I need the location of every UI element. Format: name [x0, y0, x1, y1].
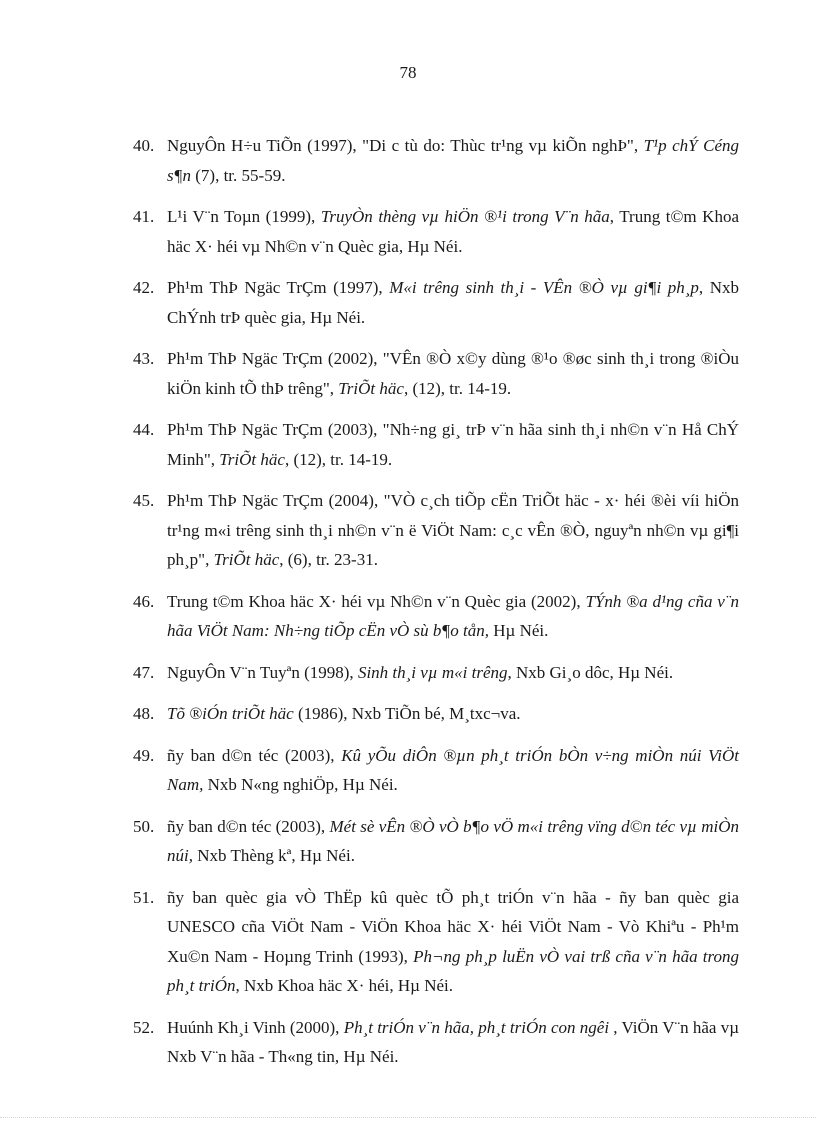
reference-item	[133, 658, 739, 688]
reference-segment: Ph¹m ThÞ Ngäc TrÇm (2002), "VÊn ®Ò x©y dùng ®¹o ®øc sinh th¸i trong ®iÒu kiÖn kinh tÕ thÞ trêng",	[167, 349, 739, 398]
reference-number: 49.	[133, 745, 155, 765]
reference-italic-title: TriÕt häc	[213, 550, 280, 569]
reference-segment: NguyÔn V¨n Tuyªn (1998),	[167, 662, 358, 682]
reference-number: 48.	[133, 704, 155, 723]
reference-italic-title: TruyÒn thèng vµ hiÖn ®¹i trong V¨n hãa	[320, 207, 610, 226]
reference-segment: Ph¹m ThÞ Ngäc TrÇm (2004), "VÒ c¸ch tiÕp cËn TriÕt häc - x· héi ®èi víi hiÖn tr¹ng m«i trêng sinh th¸i nh©n v¨n ë ViÖt Nam: c¸c vÊn ®Ò, nguyªn nh©n vµ gi¶i ph¸p",	[167, 491, 739, 569]
reference-number: 43.	[133, 349, 155, 368]
reference-segment: Hµ Néi.	[489, 621, 549, 640]
reference-item	[133, 883, 739, 1001]
reference-segment: , (12), tr. 14-19.	[403, 378, 512, 398]
reference-segment: Huúnh Kh¸i Vinh (2000),	[167, 1017, 344, 1037]
reference-list	[133, 131, 739, 1084]
reference-italic-title: Ph¬ng ph¸p luËn vÒ vai trß cña v¨n hãa trong ph¸t triÓn	[167, 946, 739, 995]
reference-text	[167, 658, 739, 688]
reference-text	[167, 486, 739, 575]
reference-number: 40.	[133, 136, 155, 155]
reference-text	[167, 741, 739, 800]
reference-italic-title: Mét sè vÊn ®Ò vÒ b¶o vÖ m«i trêng vïng d©n téc vµ miÒn núi,	[167, 816, 739, 865]
reference-segment: , (12), tr. 14-19.	[284, 449, 393, 469]
reference-segment: Nxb Thèng kª, Hµ Néi.	[192, 846, 355, 865]
reference-text	[167, 131, 739, 190]
reference-segment: Trung t©m Khoa häc X· héi vµ Nh©n v¨n Quèc gia (2002),	[167, 591, 586, 611]
reference-segment: L¹i V¨n Toµn (1999),	[167, 207, 321, 226]
reference-italic-title: Ph¸t triÓn v¨n hãa, ph¸t triÓn con ngêi	[343, 1017, 610, 1037]
reference-number: 44.	[133, 420, 155, 439]
reference-text	[167, 202, 739, 261]
reference-segment: , Trung t©m Khoa häc X· héi vµ Nh©n v¨n Quèc gia, Hµ Néi.	[167, 207, 739, 256]
page-bottom-divider	[0, 1117, 816, 1118]
reference-item	[133, 131, 739, 190]
reference-text	[167, 587, 739, 646]
reference-item	[133, 486, 739, 575]
reference-italic-title: TriÕt häc	[219, 449, 285, 469]
reference-italic-title: TÝnh ®a d¹ng cña v¨n hãa ViÖt Nam: Nh÷ng tiÕp cËn vÒ sù b¶o tån,	[167, 591, 739, 640]
reference-text	[167, 344, 739, 403]
reference-italic-title: T¹p chÝ Céng s¶n	[167, 136, 739, 185]
reference-segment: ñy ban d©n téc (2003),	[167, 816, 330, 836]
reference-text	[167, 1013, 739, 1072]
reference-text	[167, 699, 739, 729]
page-number: 78	[399, 63, 417, 82]
reference-segment: , Nxb Gi¸o dôc, Hµ Néi.	[507, 662, 674, 682]
reference-italic-title: TriÕt häc	[338, 378, 404, 398]
reference-number: 45.	[133, 491, 155, 510]
reference-item	[133, 587, 739, 646]
reference-segment: Ph¹m ThÞ Ngäc TrÇm (2003), "Nh÷ng gi¸ trÞ v¨n hãa sinh th¸i nh©n v¨n Hå ChÝ Minh",	[167, 420, 739, 469]
reference-item	[133, 812, 739, 871]
reference-number: 46.	[133, 591, 155, 611]
reference-segment: ñy ban quèc gia vÒ ThËp kû quèc tÕ ph¸t triÓn v¨n hãa - ñy ban quèc gia UNESCO cña ViÖt Nam - ViÖn Khoa häc X· héi ViÖt Nam - Vò Khiªu - Ph¹m Xu©n Nam - Hoµng Trinh (1993),	[167, 887, 739, 966]
reference-segment: , Nxb ChÝnh trÞ quèc gia, Hµ Néi.	[167, 278, 740, 327]
reference-number: 52.	[133, 1017, 155, 1037]
reference-item	[133, 202, 739, 261]
reference-item	[133, 1013, 739, 1072]
reference-segment: ñy ban d©n téc (2003),	[167, 745, 342, 765]
reference-text	[167, 273, 739, 332]
reference-italic-title: Kû yÕu diÔn ®µn ph¸t triÓn bÒn v÷ng miÒn núi ViÖt Nam,	[167, 745, 739, 794]
reference-segment: Nxb N«ng nghiÖp, Hµ Néi.	[203, 775, 398, 794]
reference-number: 47.	[133, 662, 155, 682]
reference-segment: (1986), Nxb TiÕn bé, M¸txc¬va.	[293, 704, 521, 723]
reference-number: 51.	[133, 887, 155, 907]
reference-item	[133, 344, 739, 403]
reference-text	[167, 415, 739, 474]
reference-item	[133, 741, 739, 800]
reference-italic-title: Sinh th¸i vµ m«i trêng	[357, 662, 508, 682]
reference-number: 50.	[133, 816, 155, 836]
reference-segment: , (6), tr. 23-31.	[279, 550, 378, 569]
reference-segment: Ph¹m ThÞ Ngäc TrÇm (1997),	[167, 278, 390, 297]
reference-number: 42.	[133, 278, 155, 297]
reference-text	[167, 812, 739, 871]
reference-item	[133, 415, 739, 474]
reference-number: 41.	[133, 207, 155, 226]
reference-italic-title: Tõ ®iÓn triÕt häc	[167, 704, 294, 723]
reference-segment: NguyÔn H÷u TiÕn (1997), "Di c tù do: Thùc tr¹ng vµ kiÕn nghÞ",	[167, 136, 644, 155]
reference-segment: , Nxb Khoa häc X· héi, Hµ Néi.	[235, 976, 453, 995]
reference-text	[167, 883, 739, 1001]
reference-item	[133, 699, 739, 729]
reference-italic-title: M«i trêng sinh th¸i - VÊn ®Ò vµ gi¶i ph¸p	[389, 278, 699, 297]
reference-item	[133, 273, 739, 332]
reference-segment: , ViÖn V¨n hãa vµ Nxb V¨n hãa - Th«ng tin, Hµ Néi.	[167, 1017, 740, 1066]
reference-segment: (7), tr. 55-59.	[191, 165, 286, 185]
